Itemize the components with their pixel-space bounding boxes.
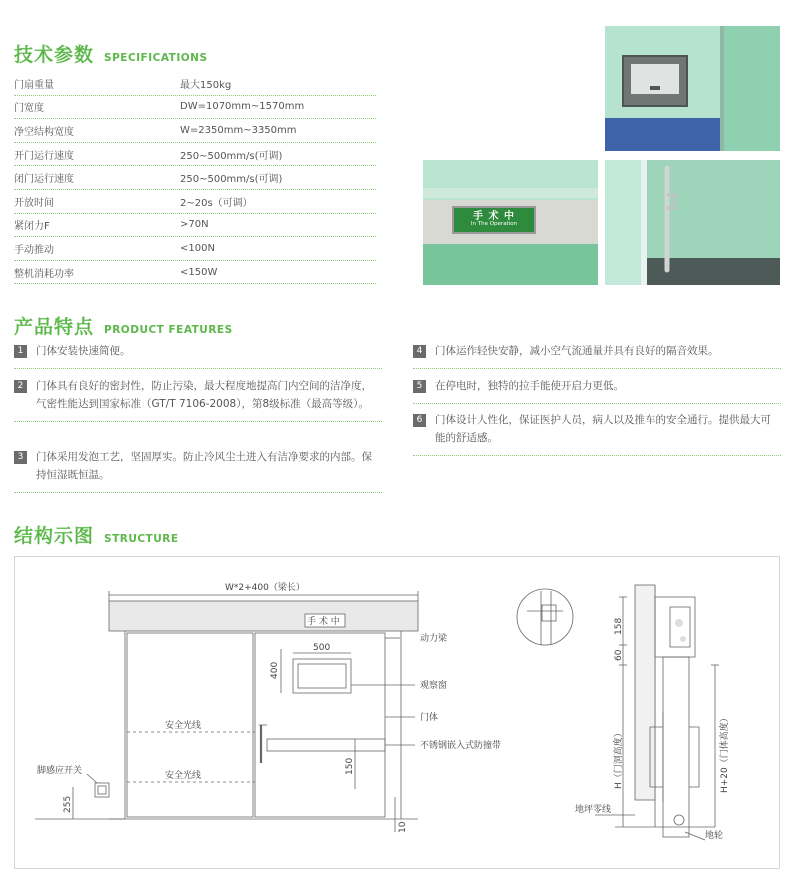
structure-diagram: [14, 556, 780, 869]
feature-item-5: [413, 377, 781, 404]
features-section-title: [14, 312, 233, 339]
spec-key: 门扇重量: [14, 79, 54, 91]
window-width-label: 500: [313, 643, 331, 653]
spec-row: [14, 119, 376, 143]
feature-item-2: [14, 377, 382, 422]
spec-row: [14, 166, 376, 190]
specs-table: [14, 72, 376, 284]
feature-number: 3: [14, 451, 27, 464]
beam-length-label: W*2+400（梁长）: [225, 583, 305, 593]
feature-number: 4: [413, 345, 426, 358]
spec-key: 闭门运行速度: [14, 174, 74, 186]
dim-60-label: 60: [614, 649, 624, 661]
feature-text: 在停电时，独特的拉手能使开启力更低。: [435, 380, 624, 392]
specs-section-title: [14, 40, 208, 67]
structure-title-en: STRUCTURE: [104, 533, 179, 545]
window-label: 观察窗: [420, 681, 448, 691]
structure-title-cn: 结构示图: [14, 525, 95, 547]
safety-line-2-label: 安全光线: [165, 771, 202, 781]
feature-text: 门体设计人性化，保证医护人员，病人以及推车的安全通行。提供最大可能的舒适感。: [435, 414, 771, 444]
photo-door-panel-illustration: [605, 26, 780, 151]
specs-title-en: SPECIFICATIONS: [104, 52, 208, 64]
spec-value: 250~500mm/s(可调): [180, 150, 283, 162]
spec-value: W=2350mm~3350mm: [180, 124, 297, 136]
spec-key: 门宽度: [14, 103, 44, 115]
spec-value: <150W: [180, 266, 218, 278]
dim-158-label: 158: [614, 617, 624, 635]
dim-255-label: 255: [63, 795, 73, 813]
feature-text: 门体安装快速简便。: [36, 345, 131, 357]
spec-key: 整机消耗功率: [14, 268, 74, 280]
spec-value: >70N: [180, 219, 209, 231]
structure-section-title: [14, 521, 179, 548]
feature-item-4: [413, 342, 781, 369]
feature-number: 6: [413, 414, 426, 427]
beam-sign-label: 手 术 中: [307, 617, 340, 627]
structure-drawing: [15, 557, 781, 870]
dim-10-label: 10: [398, 821, 408, 833]
spec-value: <100N: [180, 242, 215, 254]
spec-key: 手动推动: [14, 244, 54, 256]
h-height-label: H（门洞高度）: [614, 728, 624, 789]
feature-text: 门体采用发泡工艺，坚固厚实。防止冷风尘土进入有洁净要求的内部。保持恒湿既恒温。: [36, 451, 372, 481]
photo-door-handle: [605, 160, 780, 285]
spec-row: [14, 190, 376, 214]
photo-door-panel: [605, 26, 780, 151]
feature-number: 5: [413, 380, 426, 393]
foot-switch-label: 脚感应开关: [37, 766, 83, 776]
spec-row: [14, 214, 376, 238]
dim-150-label: 150: [345, 757, 355, 775]
feature-item-3: [14, 448, 382, 493]
feature-text: 门体运作轻快安静，减小空气流通量并具有良好的隔音效果。: [435, 345, 719, 357]
floor-line-label: 地坪零线: [575, 805, 612, 815]
feature-number: 2: [14, 380, 27, 393]
spec-value: DW=1070mm~1570mm: [180, 101, 305, 113]
spec-value: 250~500mm/s(可调): [180, 174, 283, 186]
safety-line-1-label: 安全光线: [165, 721, 202, 731]
spec-value: 2~20s（可调）: [180, 197, 253, 209]
features-title-en: PRODUCT FEATURES: [104, 324, 233, 336]
spec-row: [14, 261, 376, 285]
spec-key: 开门运行速度: [14, 150, 74, 162]
spec-row: [14, 72, 376, 96]
feature-text: 门体具有良好的密封性，防止污染，最大程度地提高门内空间的洁净度，气密性能达到国家标准（GT/T 7106-2008），第8级标准（最高等级）。: [36, 380, 372, 410]
photo-door-handle-illustration: [605, 160, 780, 285]
spec-key: 开放时间: [14, 197, 54, 209]
spec-key: 紧闭力F: [14, 221, 50, 233]
spec-key: 净空结构宽度: [14, 126, 74, 138]
feature-item-1: [14, 342, 382, 369]
power-beam-label: 动力梁: [420, 634, 448, 644]
door-body-label: 门体: [420, 713, 439, 723]
strip-label: 不锈钢嵌入式防撞带: [420, 741, 502, 751]
window-height-label: 400: [270, 661, 280, 679]
h20-height-label: H+20（门体高度）: [720, 713, 730, 793]
features-title-cn: 产品特点: [14, 316, 95, 338]
specs-title-cn: 技术参数: [14, 44, 95, 66]
spec-row: [14, 96, 376, 120]
feature-item-6: [413, 411, 781, 456]
spec-row: [14, 237, 376, 261]
photo-operation-sign: [423, 160, 598, 285]
feature-number: 1: [14, 345, 27, 358]
spec-value: 最大150kg: [180, 79, 232, 91]
spec-row: [14, 143, 376, 167]
sign-text-cn: 手 术 中: [473, 211, 515, 222]
sign-text-en: In The Operation: [470, 221, 518, 227]
wheel-label: 地轮: [705, 831, 724, 841]
